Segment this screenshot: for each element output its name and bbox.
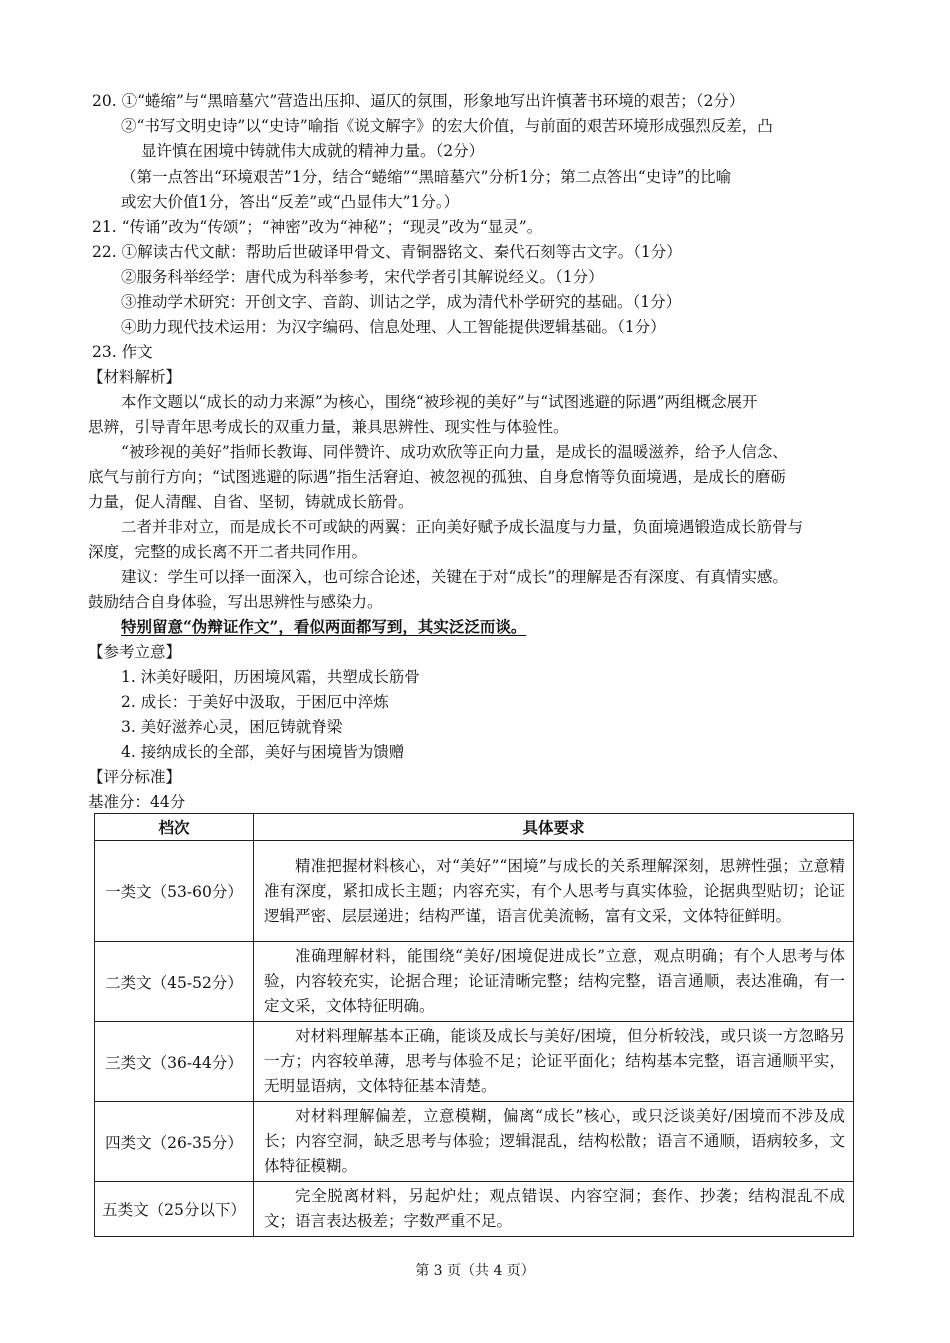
page-footer: 第 3 页（共 4 页）: [415, 1263, 535, 1279]
analysis-para-3-line-1: 二者并非对立，而是成长不可或缺的两翼：正向美好赋予成长温度与力量，负面境遇锻造成长筋骨与: [121, 518, 804, 536]
analysis-para-2-line-1: “被珍视的美好”指师长教诲、同伴赞许、成功欢欣等正向力量，是成长的温暖滋养，给予人信念、: [121, 443, 788, 461]
grade-level: 三类文（36-44分）: [95, 1022, 254, 1102]
grade-requirements: 完全脱离材料，另起炉灶；观点错误、内容空洞；套作、抄袭；结构混乱不成文；语言表达极差；字数严重不足。: [254, 1182, 854, 1237]
analysis-para-2-line-2: 底气与前行方向；“试图逃避的际遇”指生活窘迫、被忽视的孤独、自身怠惰等负面境遇，是成长的磨砺: [88, 468, 786, 486]
section-grading-standard: 【评分标准】: [88, 768, 182, 786]
grade-requirements: 对材料理解基本正确，能谈及成长与美好/困境，但分析较浅，或只谈一方忽略另一方；内容较单薄，思考与体验不足；论证平面化；结构基本完整，语言通顺平实，无明显语病，文体特征基本清楚。: [254, 1022, 854, 1102]
section-material-analysis: 【材料解析】: [88, 368, 182, 386]
grade-requirements: 对材料理解偏差，立意模糊，偏离“成长”核心，或只泛谈美好/困境而不涉及成长；内容空洞，缺乏思考与体验；逻辑混乱，结构松散；语言不通顺，语病较多，文体特征模糊。: [254, 1102, 854, 1182]
grading-table: [94, 813, 854, 1237]
grade-requirements: 准确理解材料，能围绕“美好/困境促进成长”立意，观点明确；有个人思考与体验，内容较充实，论据合理；论证清晰完整；结构完整，语言通顺，表达准确，有一定文采，文体特征明确。: [254, 942, 854, 1022]
grade-requirements: 精准把握材料核心，对“美好”“困境”与成长的关系理解深刻，思辨性强；立意精准有深度，紧扣成长主题；内容充实，有个人思考与真实体验，论据典型贴切；论证逻辑严密、层层递进；结构严谨，语言优美流畅，富有文采，文体特征鲜明。: [254, 841, 854, 942]
theme-4: 4. 接纳成长的全部，美好与困境皆为馈赠: [121, 743, 405, 761]
table-row: [95, 1102, 854, 1182]
grade-level: 一类文（53-60分）: [95, 841, 254, 942]
q22-line-2: ②服务科举经学：唐代成为科举参考，宋代学者引其解说经义。（1分）: [121, 268, 604, 286]
q22-line-3: ③推动学术研究：开创文字、音韵、训诂之学，成为清代朴学研究的基础。（1分）: [121, 293, 682, 311]
section-reference-themes: 【参考立意】: [88, 643, 182, 661]
analysis-para-2-line-3: 力量，促人清醒、自省、坚韧，铸就成长筋骨。: [88, 493, 414, 511]
q20-line-1: 20. ①“蜷缩”与“黑暗墓穴”营造出压抑、逼仄的氛围，形象地写出许慎著书环境的艰苦；（2分）: [92, 92, 745, 110]
theme-3: 3. 美好滋养心灵，困厄铸就脊梁: [121, 718, 343, 736]
theme-2: 2. 成长：于美好中汲取，于困厄中淬炼: [121, 693, 389, 711]
header-level: 档次: [95, 814, 254, 841]
q22-line-1: 22. ①解读古代文献：帮助后世破译甲骨文、青铜器铭文、秦代石刻等古文字。（1分）: [92, 243, 682, 261]
table-header-row: [95, 814, 854, 841]
analysis-para-1-line-2: 思辨，引导青年思考成长的双重力量，兼具思辨性、现实性与体验性。: [88, 418, 569, 436]
table-row: [95, 841, 854, 942]
analysis-para-3-line-2: 深度，完整的成长离不开二者共同作用。: [88, 543, 368, 561]
base-score: 基准分：44分: [88, 793, 186, 811]
q22-line-4: ④助力现代技术运用：为汉字编码、信息处理、人工智能提供逻辑基础。（1分）: [121, 318, 666, 336]
header-requirements: 具体要求: [254, 814, 854, 841]
analysis-para-1-line-1: 本作文题以“成长的动力来源”为核心，围绕“被珍视的美好”与“试图逃避的际遇”两组概念展开: [121, 393, 758, 411]
q20-line-3: 显许慎在困境中铸就伟大成就的精神力量。（2分）: [141, 142, 485, 160]
grade-level: 二类文（45-52分）: [95, 942, 254, 1022]
q20-line-2: ②“书写文明史诗”以“史诗”喻指《说文解字》的宏大价值，与前面的艰苦环境形成强烈反差，凸: [121, 117, 773, 135]
grade-level: 四类文（26-35分）: [95, 1102, 254, 1182]
theme-1: 1. 沐美好暖阳，历困境风霜，共塑成长筋骨: [121, 668, 420, 686]
table-row: [95, 1022, 854, 1102]
special-note: 特别留意“伪辩证作文”，看似两面都写到，其实泛泛而谈。: [121, 617, 527, 636]
q20-note-1: （第一点答出“环境艰苦”1分，结合“蜷缩”“黑暗墓穴”分析1分；第二点答出“史诗”的比喻: [121, 168, 732, 186]
grade-level: 五类文（25分以下）: [95, 1182, 254, 1237]
analysis-para-4-line-1: 建议：学生可以择一面深入，也可综合论述，关键在于对“成长”的理解是否有深度、有真情实感。: [121, 568, 788, 586]
analysis-para-4-line-2: 鼓励结合自身体验，写出思辨性与感染力。: [88, 593, 383, 611]
table-row: [95, 1182, 854, 1237]
q21-line: 21. “传诵”改为“传颂”；“神密”改为“神秘”；“现灵”改为“显灵”。: [92, 218, 543, 236]
q23-title: 23. 作文: [92, 343, 153, 361]
q20-note-2: 或宏大价值1分，答出“反差”或“凸显伟大”1分。）: [121, 193, 460, 211]
table-row: [95, 942, 854, 1022]
